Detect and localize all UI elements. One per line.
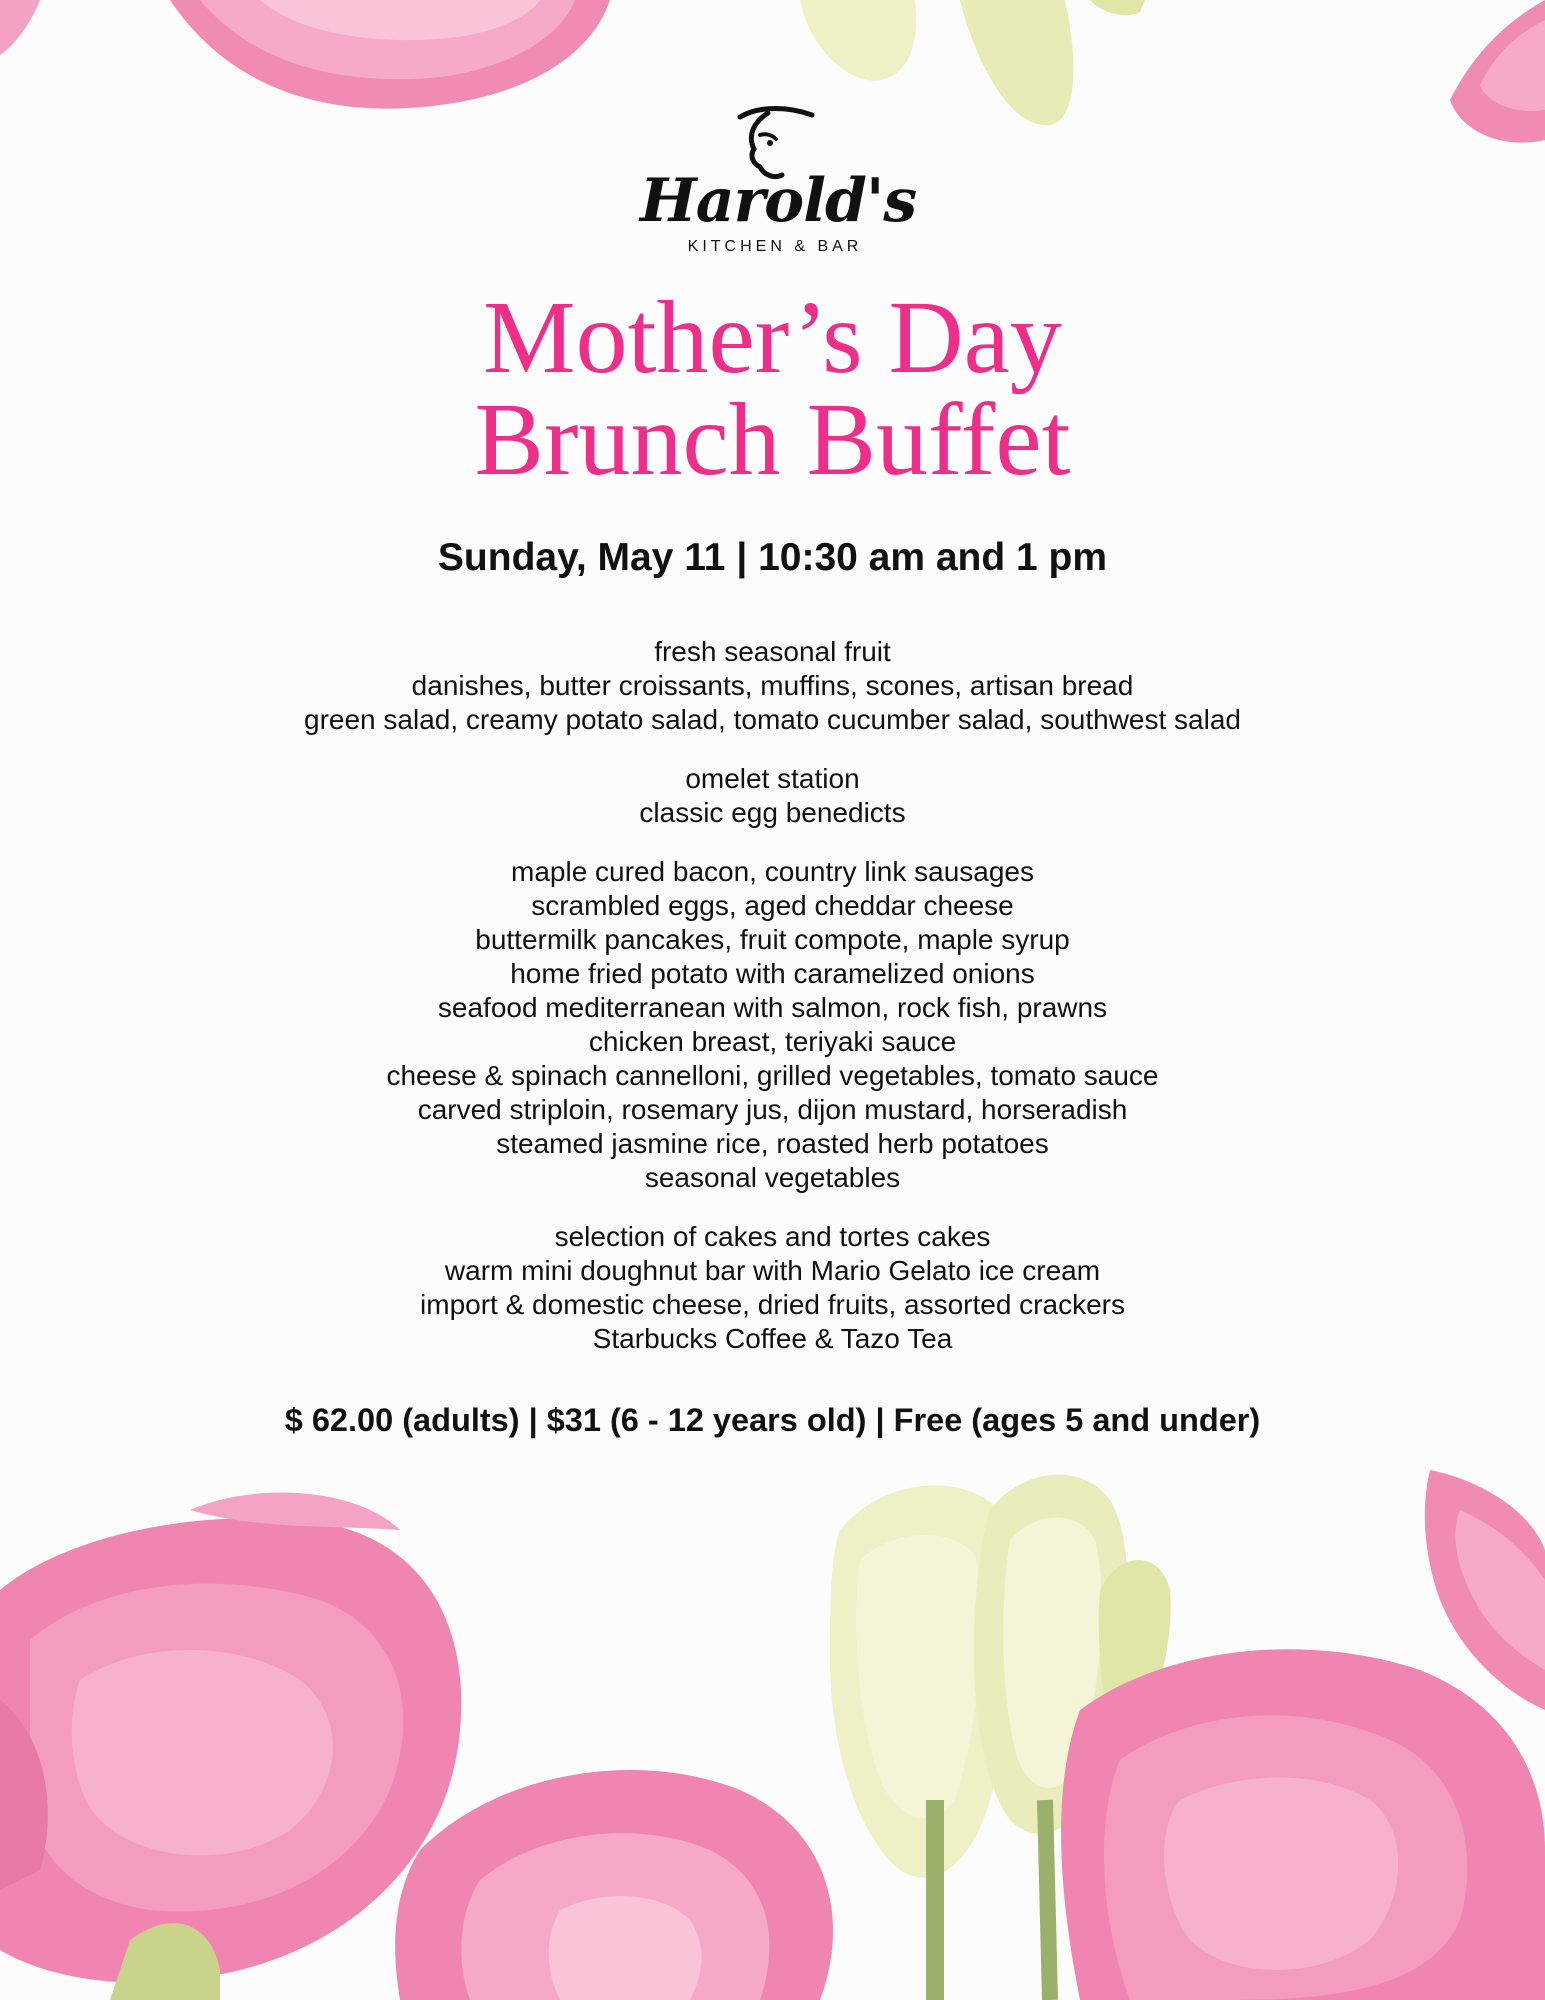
rose-bottom-left — [0, 1493, 461, 1983]
buds-bottom-center — [110, 1475, 1171, 2000]
menu-group-breakfast-basics — [0, 635, 1545, 737]
menu-item: warm mini doughnut bar with Mario Gelato ice cream — [444, 1255, 1101, 1286]
menu-item: omelet station — [685, 763, 860, 794]
menu-item: green salad, creamy potato salad, tomato cucumber salad, southwest salad — [304, 704, 1241, 735]
page-title-line-2: Brunch Buffet — [474, 382, 1071, 497]
brand-wordmark: Harold's — [640, 166, 917, 236]
menu-item: Starbucks Coffee & Tazo Tea — [592, 1323, 953, 1354]
menu-group-desserts-drinks — [0, 1220, 1545, 1356]
menu-item: scrambled eggs, aged cheddar cheese — [531, 890, 1014, 921]
menu-item: seafood mediterranean with salmon, rock fish, prawns — [437, 992, 1108, 1023]
pricing-line: $ 62.00 (adults) | $31 (6 - 12 years old) | Free (ages 5 and under) — [284, 1402, 1261, 1438]
rose-top-right — [1450, 0, 1545, 143]
menu-item: selection of cakes and tortes cakes — [554, 1221, 991, 1252]
menu-group-egg-stations — [0, 762, 1545, 830]
menu-item: cheese & spinach cannelloni, grilled vegetables, tomato sauce — [386, 1060, 1159, 1091]
menu-list — [0, 635, 1545, 1381]
harolds-logo — [640, 105, 917, 255]
brand-tagline: KITCHEN & BAR — [687, 238, 863, 255]
menu-item: seasonal vegetables — [644, 1162, 901, 1193]
menu-item: carved striploin, rosemary jus, dijon mustard, horseradish — [417, 1094, 1128, 1125]
menu-group-hot-dishes — [0, 855, 1545, 1195]
event-date-time: Sunday, May 11 | 10:30 am and 1 pm — [437, 536, 1108, 579]
menu-item: danishes, butter croissants, muffins, scones, artisan bread — [411, 670, 1134, 701]
menu-item: chicken breast, teriyaki sauce — [588, 1026, 957, 1057]
page-title-line-1: Mother’s Day — [483, 280, 1062, 395]
menu-item: classic egg benedicts — [639, 797, 906, 828]
menu-item: fresh seasonal fruit — [654, 636, 891, 667]
rose-bottom-center — [395, 1770, 833, 2000]
rose-bottom-right — [1061, 1470, 1545, 2000]
bottom-rose-border — [0, 1470, 1545, 2000]
menu-item: steamed jasmine rice, roasted herb potatoes — [496, 1128, 1049, 1159]
menu-item: maple cured bacon, country link sausages — [511, 856, 1034, 887]
menu-item: buttermilk pancakes, fruit compote, maple syrup — [475, 924, 1070, 955]
rose-top-left — [0, 0, 610, 109]
menu-item: home fried potato with caramelized onions — [510, 958, 1035, 989]
menu-item: import & domestic cheese, dried fruits, assorted crackers — [420, 1289, 1125, 1320]
